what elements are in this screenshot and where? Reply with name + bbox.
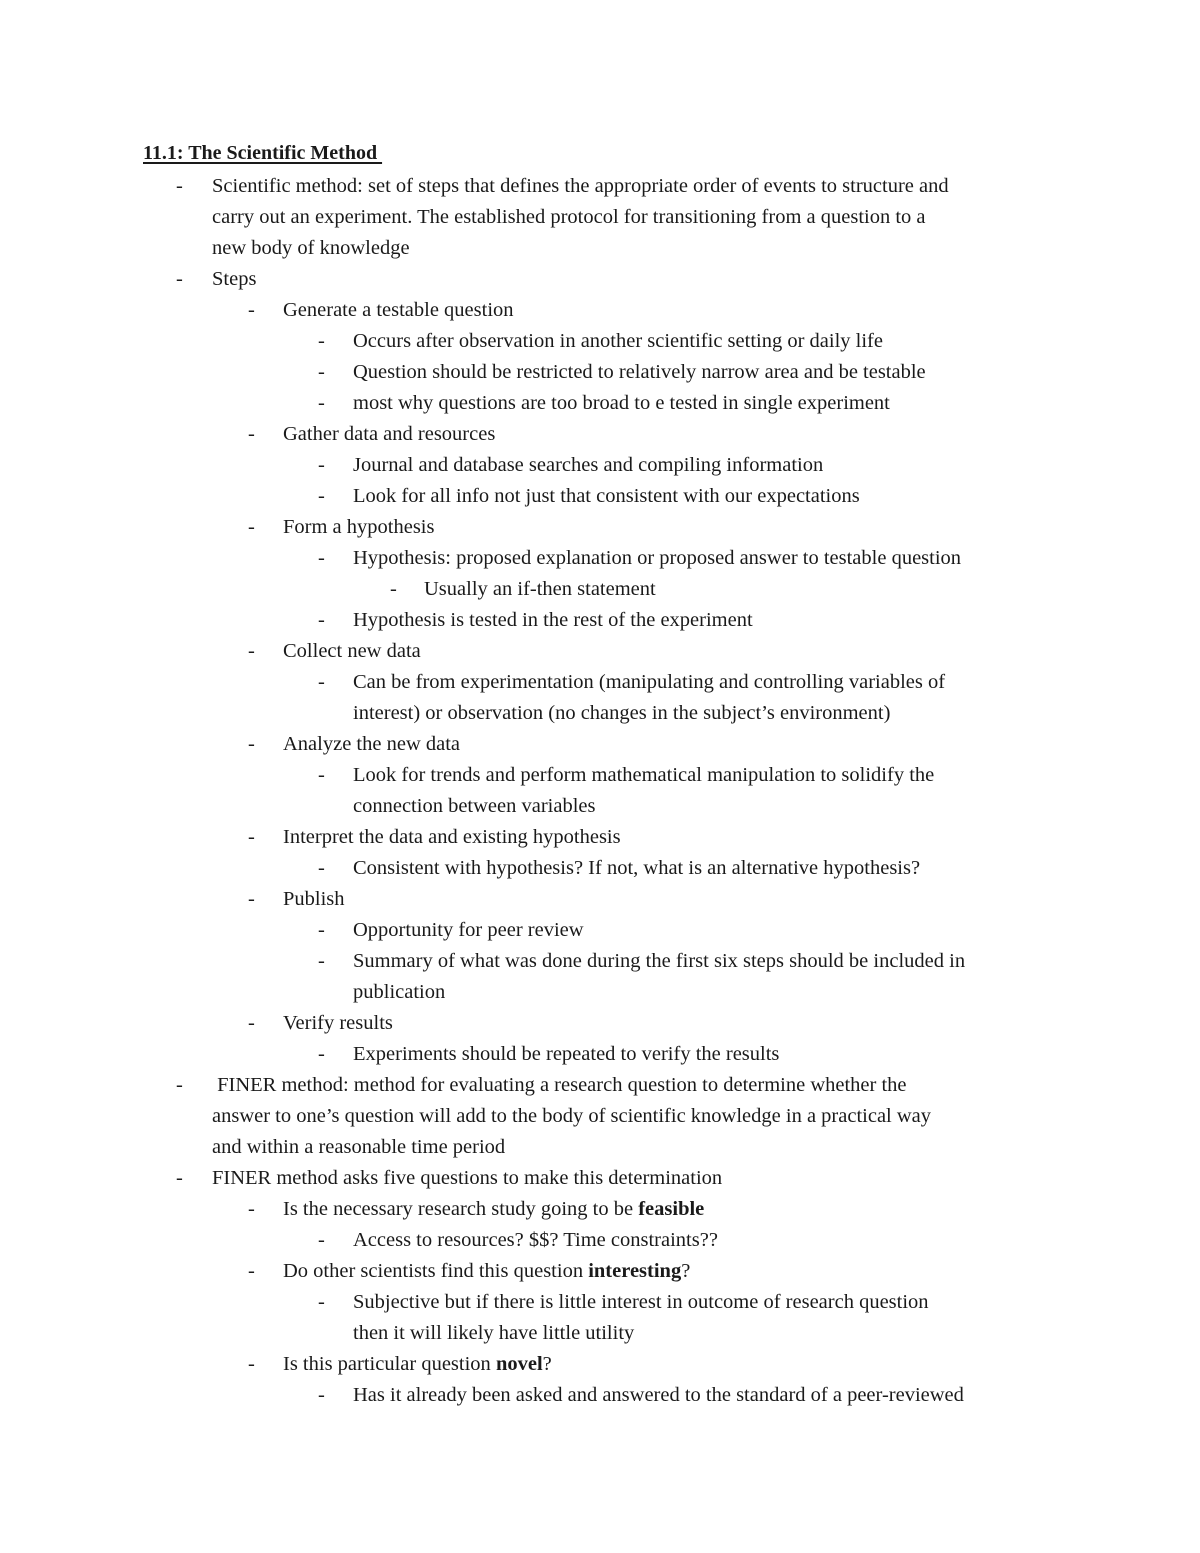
line-text [283, 884, 345, 915]
line-text [353, 1380, 964, 1411]
text-segment: then it will likely have little utility [353, 1322, 635, 1344]
outline-line [0, 1318, 1200, 1349]
outline-line [0, 1194, 1200, 1225]
line-text [353, 853, 920, 884]
text-segment: Occurs after observation in another scientific setting or daily life [353, 330, 883, 352]
bullet-dash: - [318, 547, 325, 569]
outline-line [0, 419, 1200, 450]
bullet-dash: - [248, 516, 255, 538]
outline-line [0, 667, 1200, 698]
bullet-dash: - [248, 1198, 255, 1220]
bullet-dash: - [318, 485, 325, 507]
bullet-dash: - [318, 764, 325, 786]
line-text [212, 1070, 907, 1101]
line-text [353, 326, 883, 357]
bullet-dash: - [318, 857, 325, 879]
text-segment: Consistent with hypothesis? If not, what is an alternative hypothesis? [353, 857, 921, 879]
outline-line [0, 853, 1200, 884]
line-text [283, 295, 514, 326]
line-text [283, 822, 621, 853]
line-text [212, 233, 410, 264]
outline-line [0, 1039, 1200, 1070]
outline-line [0, 512, 1200, 543]
text-segment: Do other scientists find this question [283, 1260, 589, 1282]
text-segment: Form a hypothesis [283, 516, 435, 538]
outline-line [0, 543, 1200, 574]
bullet-dash: - [318, 330, 325, 352]
outline-line [0, 915, 1200, 946]
text-segment: Steps [212, 268, 257, 290]
text-segment: Experiments should be repeated to verify the results [353, 1043, 780, 1065]
text-segment: interest) or observation (no changes in the subject’s environment) [353, 702, 891, 724]
line-text [283, 1194, 704, 1225]
line-text [353, 450, 823, 481]
line-text [283, 419, 495, 450]
bullet-dash: - [248, 733, 255, 755]
line-text [212, 1101, 931, 1132]
text-segment: Generate a testable question [283, 299, 514, 321]
bullet-dash: - [248, 640, 255, 662]
line-text [283, 512, 434, 543]
bullet-dash: - [248, 1260, 255, 1282]
outline-line [0, 884, 1200, 915]
emphasis-text: feasible [638, 1198, 705, 1220]
text-segment: publication [353, 981, 446, 1003]
text-segment: Is this particular question [283, 1353, 496, 1375]
outline-line [0, 450, 1200, 481]
text-segment: ? [542, 1353, 552, 1375]
line-text [212, 264, 256, 295]
outline-line [0, 171, 1200, 202]
bullet-dash: - [248, 423, 255, 445]
text-segment: Analyze the new data [283, 733, 461, 755]
text-segment: carry out an experiment. The established protocol for transitioning from a question to a [212, 206, 926, 228]
outline-line [0, 1287, 1200, 1318]
outline-line [0, 729, 1200, 760]
bullet-dash: - [248, 826, 255, 848]
outline-line [0, 1070, 1200, 1101]
text-segment: Is the necessary research study going to be [283, 1198, 639, 1220]
line-text [353, 946, 965, 977]
outline-line [0, 636, 1200, 667]
line-text [212, 1132, 505, 1163]
line-text [283, 1349, 552, 1380]
text-segment: Publish [283, 888, 345, 910]
outline-line [0, 1349, 1200, 1380]
text-segment: FINER method asks five questions to make this determination [212, 1167, 723, 1189]
text-segment: answer to one’s question will add to the body of scientific knowledge in a practical way [212, 1105, 932, 1127]
line-text [353, 481, 860, 512]
text-segment: Summary of what was done during the first six steps should be included in [353, 950, 966, 972]
outline-line [0, 481, 1200, 512]
line-text [353, 605, 753, 636]
text-segment: Gather data and resources [283, 423, 496, 445]
outline-line [0, 1132, 1200, 1163]
outline-line [0, 822, 1200, 853]
line-text [353, 915, 584, 946]
outline-line [0, 1008, 1200, 1039]
line-text [353, 791, 595, 822]
outline-line [0, 264, 1200, 295]
line-text [353, 388, 890, 419]
text-segment: Hypothesis: proposed explanation or proposed answer to testable question [353, 547, 962, 569]
text-segment: FINER method: method for evaluating a research question to determine whether the [212, 1074, 907, 1096]
text-segment: Has it already been asked and answered to the standard of a peer-reviewed [353, 1384, 964, 1406]
bullet-dash: - [248, 1012, 255, 1034]
outline-line [0, 977, 1200, 1008]
line-text [353, 977, 445, 1008]
bullet-dash: - [176, 1074, 183, 1096]
bullet-dash: - [318, 919, 325, 941]
line-text [283, 729, 460, 760]
line-text [353, 760, 934, 791]
outline-line [0, 574, 1200, 605]
line-text [353, 1039, 779, 1070]
text-segment: connection between variables [353, 795, 596, 817]
line-text [353, 698, 890, 729]
bullet-dash: - [390, 578, 397, 600]
line-text [353, 1287, 929, 1318]
line-text [212, 202, 926, 233]
text-segment: Verify results [283, 1012, 393, 1034]
emphasis-text: novel [495, 1353, 543, 1375]
outline-line [0, 233, 1200, 264]
bullet-dash: - [176, 268, 183, 290]
bullet-dash: - [248, 299, 255, 321]
outline-line [0, 760, 1200, 791]
bullet-dash: - [318, 950, 325, 972]
outline-line [0, 1380, 1200, 1411]
text-segment: Opportunity for peer review [353, 919, 584, 941]
text-segment: Scientific method: set of steps that defines the appropriate order of events to structure and [212, 175, 949, 197]
text-segment: Interpret the data and existing hypothesis [283, 826, 621, 848]
text-segment: most why questions are too broad to e tested in single experiment [353, 392, 890, 414]
bullet-dash: - [176, 1167, 183, 1189]
notes-outline [0, 171, 1200, 1411]
outline-line [0, 388, 1200, 419]
outline-line [0, 357, 1200, 388]
text-segment: Hypothesis is tested in the rest of the experiment [353, 609, 753, 631]
text-segment: Collect new data [283, 640, 421, 662]
bullet-dash: - [318, 671, 325, 693]
line-text [353, 1225, 718, 1256]
line-text [212, 1163, 722, 1194]
text-segment: ? [681, 1260, 691, 1282]
bullet-dash: - [248, 888, 255, 910]
bullet-dash: - [318, 609, 325, 631]
outline-line [0, 605, 1200, 636]
outline-line [0, 1163, 1200, 1194]
line-text [353, 667, 945, 698]
line-text [212, 171, 949, 202]
line-text [353, 1318, 634, 1349]
outline-line [0, 1101, 1200, 1132]
bullet-dash: - [318, 454, 325, 476]
emphasis-text: interesting [588, 1260, 682, 1282]
outline-line [0, 202, 1200, 233]
bullet-dash: - [318, 1229, 325, 1251]
line-text [283, 636, 421, 667]
outline-line [0, 698, 1200, 729]
bullet-dash: - [318, 1043, 325, 1065]
text-segment: Look for all info not just that consistent with our expectations [353, 485, 860, 507]
outline-line [0, 946, 1200, 977]
outline-line [0, 1256, 1200, 1287]
line-text [353, 543, 961, 574]
outline-line [0, 791, 1200, 822]
outline-line [0, 326, 1200, 357]
text-segment: Subjective but if there is little interest in outcome of research question [353, 1291, 929, 1313]
text-segment: new body of knowledge [212, 237, 410, 259]
text-segment: Question should be restricted to relatively narrow area and be testable [353, 361, 926, 383]
line-text [353, 357, 926, 388]
bullet-dash: - [318, 1291, 325, 1313]
bullet-dash: - [318, 392, 325, 414]
text-segment: Can be from experimentation (manipulating and controlling variables of [353, 671, 946, 693]
bullet-dash: - [318, 361, 325, 383]
outline-line [0, 295, 1200, 326]
bullet-dash: - [318, 1384, 325, 1406]
line-text [283, 1256, 690, 1287]
text-segment: Access to resources? $$? Time constraints?? [353, 1229, 718, 1251]
text-segment: Look for trends and perform mathematical manipulation to solidify the [353, 764, 935, 786]
line-text [283, 1008, 393, 1039]
bullet-dash: - [248, 1353, 255, 1375]
line-text [424, 574, 656, 605]
bullet-dash: - [176, 175, 183, 197]
section-title: 11.1: The Scientific Method [143, 142, 383, 164]
text-segment: Usually an if-then statement [424, 578, 656, 600]
outline-line [0, 1225, 1200, 1256]
text-segment: Journal and database searches and compiling information [353, 454, 824, 476]
text-segment: and within a reasonable time period [212, 1136, 506, 1158]
